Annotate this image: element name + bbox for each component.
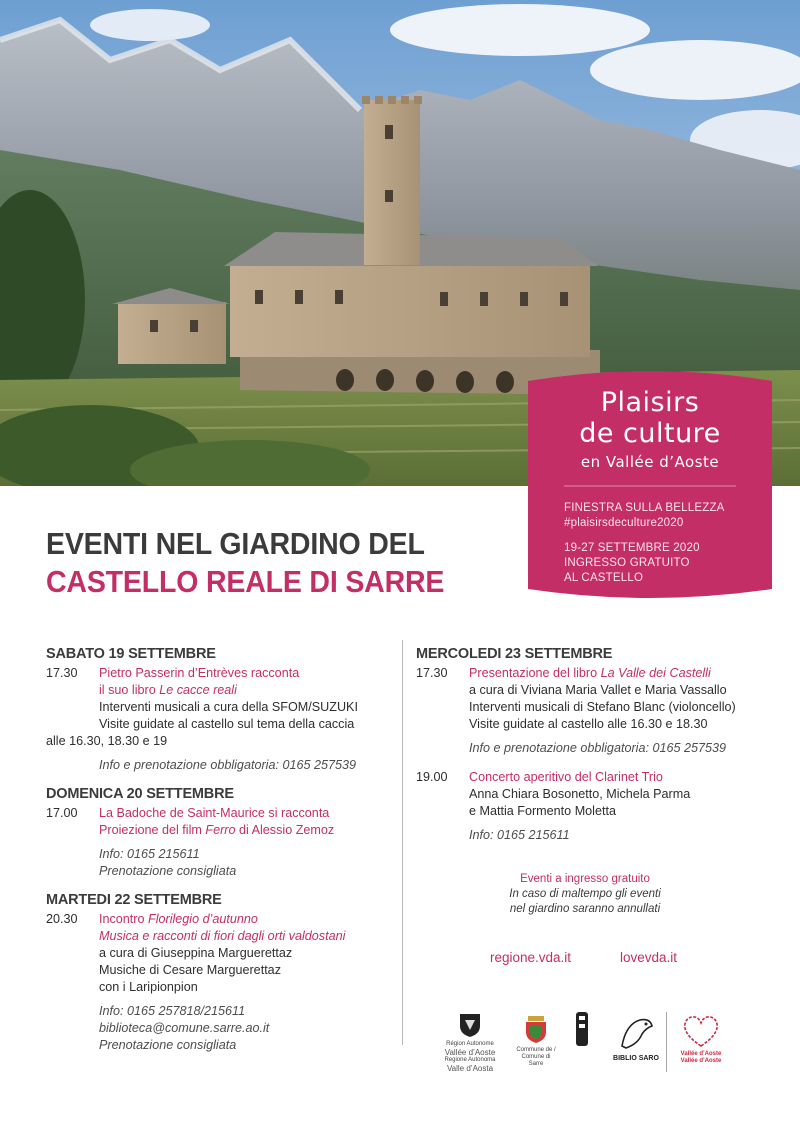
event-title: La Badoche de Saint-Maurice si racconta (99, 806, 330, 820)
event-info-note: Prenotazione consigliata (99, 864, 237, 878)
event-title (99, 911, 391, 928)
event-title: Concerto aperitivo del Clarinet Trio (469, 770, 663, 784)
badge-info2-line1: 19-27 SETTEMBRE 2020 (564, 542, 700, 554)
badge-info1-line2: #plaisirsdeculture2020 (564, 517, 684, 529)
link-regione[interactable]: regione.vda.it (490, 950, 572, 965)
event-tuesday (46, 911, 391, 1054)
event-detail: con i Laripionpion (99, 980, 198, 994)
badge-title-line1: Plaisirs (600, 387, 700, 418)
logo-regione-text4: Valle d’Aosta (446, 1064, 494, 1073)
regione-crest-icon (458, 1012, 482, 1038)
badge-info-block-1 (564, 501, 725, 531)
soprintendenza-mark-icon (576, 1012, 588, 1046)
event-wednesday-1 (416, 665, 761, 757)
logo-comune-sarre (506, 1016, 566, 1068)
event-title-text: Presentazione del libro (469, 666, 601, 680)
event-time: 19.00 (416, 770, 448, 784)
free-entry-line1: Eventi a ingresso gratuito (520, 873, 650, 885)
sarre-crest-icon (524, 1016, 548, 1044)
logo-regione-text3: Regione Autonoma (444, 1057, 496, 1063)
event-time: 20.30 (46, 912, 78, 926)
event-subtitle: Musica e racconti di fiori dagli orti valdostani (99, 929, 346, 943)
free-entry-note (460, 872, 710, 917)
logo-sarre-text1: Commune de / Comune di (516, 1047, 556, 1060)
day-heading-saturday: SABATO 19 SETTEMBRE (46, 646, 216, 662)
event-title-text: Incontro (99, 912, 149, 926)
event-detail: e Mattia Formento Moletta (469, 804, 616, 818)
heading-line2: CASTELLO REALE DI SARRE (46, 564, 445, 599)
event-info-note: Info e prenotazione obbligatoria: 0165 257539 (469, 741, 726, 755)
event-time: 17.30 (416, 666, 448, 680)
heart-logo-icon (681, 1014, 721, 1048)
logo-regione-text1: Région Autonome (446, 1041, 494, 1047)
event-detail: a cura di Viviana Maria Vallet e Maria Vassallo (469, 683, 727, 697)
event-saturday (46, 665, 391, 733)
badge-info1-line1: FINESTRA SULLA BELLEZZA (564, 502, 725, 514)
event-title-line2 (99, 682, 391, 699)
event-time: 17.00 (46, 806, 78, 820)
event-info-note: Info e prenotazione obbligatoria: 0165 257539 (99, 758, 356, 772)
event-detail: a cura di Giuseppina Marguerettaz (99, 946, 293, 960)
event-sunday (46, 805, 391, 880)
book-title: La Valle dei Castelli (600, 666, 711, 680)
event-detail: Interventi musicali di Stefano Blanc (violoncello) (469, 700, 736, 714)
free-entry-line2: In caso di maltempo gli eventi (509, 888, 661, 900)
badge-subtitle: en Vallée d’Aoste (580, 453, 720, 471)
event-detail: Visite guidate al castello sul tema della caccia (99, 717, 355, 731)
event-detail-wrap: alle 16.30, 18.30 e 19 (46, 734, 168, 748)
sponsor-logos (440, 1012, 770, 1082)
event-detail: Anna Chiara Bosonetto, Michela Parma (469, 787, 691, 801)
poster-heading (46, 526, 479, 600)
event-note-wrap (46, 757, 391, 774)
program-right-column (416, 646, 761, 844)
event-info-note: Info: 0165 257818/215611 (99, 1004, 246, 1018)
badge-title-line2: de culture (579, 418, 721, 449)
badge-info2-line3: AL CASTELLO (564, 572, 644, 584)
event-title (469, 665, 761, 682)
logo-separator (666, 1012, 667, 1072)
heading-line1: EVENTI NEL GIARDINO DEL (46, 526, 425, 561)
logo-vda-text2: Vallée d’Aoste (680, 1058, 722, 1064)
logo-regione-text2: Vallée d’Aoste (444, 1048, 496, 1057)
logo-sarre-text2: Sarre (528, 1061, 544, 1067)
event-info-note: Info: 0165 215611 (469, 828, 570, 842)
column-divider (402, 640, 403, 1045)
badge-info-block-2 (564, 541, 700, 586)
event-detail: Musiche di Cesare Marguerettaz (99, 963, 281, 977)
logo-soprintendenza (562, 1012, 602, 1075)
logo-biblio-text: BIBLIO SARO (613, 1055, 659, 1062)
event-detail: Interventi musicali a cura della SFOM/SUZUKI (99, 700, 358, 714)
day-heading-wednesday: MERCOLEDI 23 SETTEMBRE (416, 646, 613, 662)
event-email: biblioteca@comune.sarre.ao.it (99, 1021, 270, 1035)
event-detail: Visite guidate al castello alle 16.30 e 18.30 (469, 717, 708, 731)
day-heading-tuesday: MARTEDI 22 SETTEMBRE (46, 892, 222, 908)
biblio-bird-icon (616, 1016, 656, 1052)
event-title-italic: Florilegio d’autunno (148, 912, 258, 926)
logo-vda-text1: Vallée d’Aoste (680, 1051, 722, 1057)
day-heading-sunday: DOMENICA 20 SETTEMBRE (46, 786, 234, 802)
event-time: 17.30 (46, 666, 78, 680)
badge-info2-line2: INGRESSO GRATUITO (564, 557, 690, 569)
film-title: Ferro (205, 823, 236, 837)
event-title-line2 (99, 822, 391, 839)
logo-regione (440, 1012, 500, 1073)
logo-vda-heart (676, 1014, 726, 1065)
event-title-text: di Alessio Zemoz (235, 823, 335, 837)
event-title-text: il suo libro (99, 683, 160, 697)
event-wednesday-2 (416, 769, 761, 844)
plaisirs-de-culture-badge (528, 367, 772, 602)
event-info-note: Info: 0165 215611 (99, 847, 200, 861)
event-info-note: Prenotazione consigliata (99, 1038, 237, 1052)
program-left-column (46, 646, 391, 1054)
event-title-text: Proiezione del film (99, 823, 206, 837)
event-title: Pietro Passerin d’Entrèves racconta (99, 666, 300, 680)
free-entry-line3: nel giardino saranno annullati (509, 903, 661, 915)
book-title: Le cacce reali (159, 683, 237, 697)
logo-biblio-saro (608, 1016, 664, 1062)
link-lovevda[interactable]: lovevda.it (620, 950, 678, 965)
